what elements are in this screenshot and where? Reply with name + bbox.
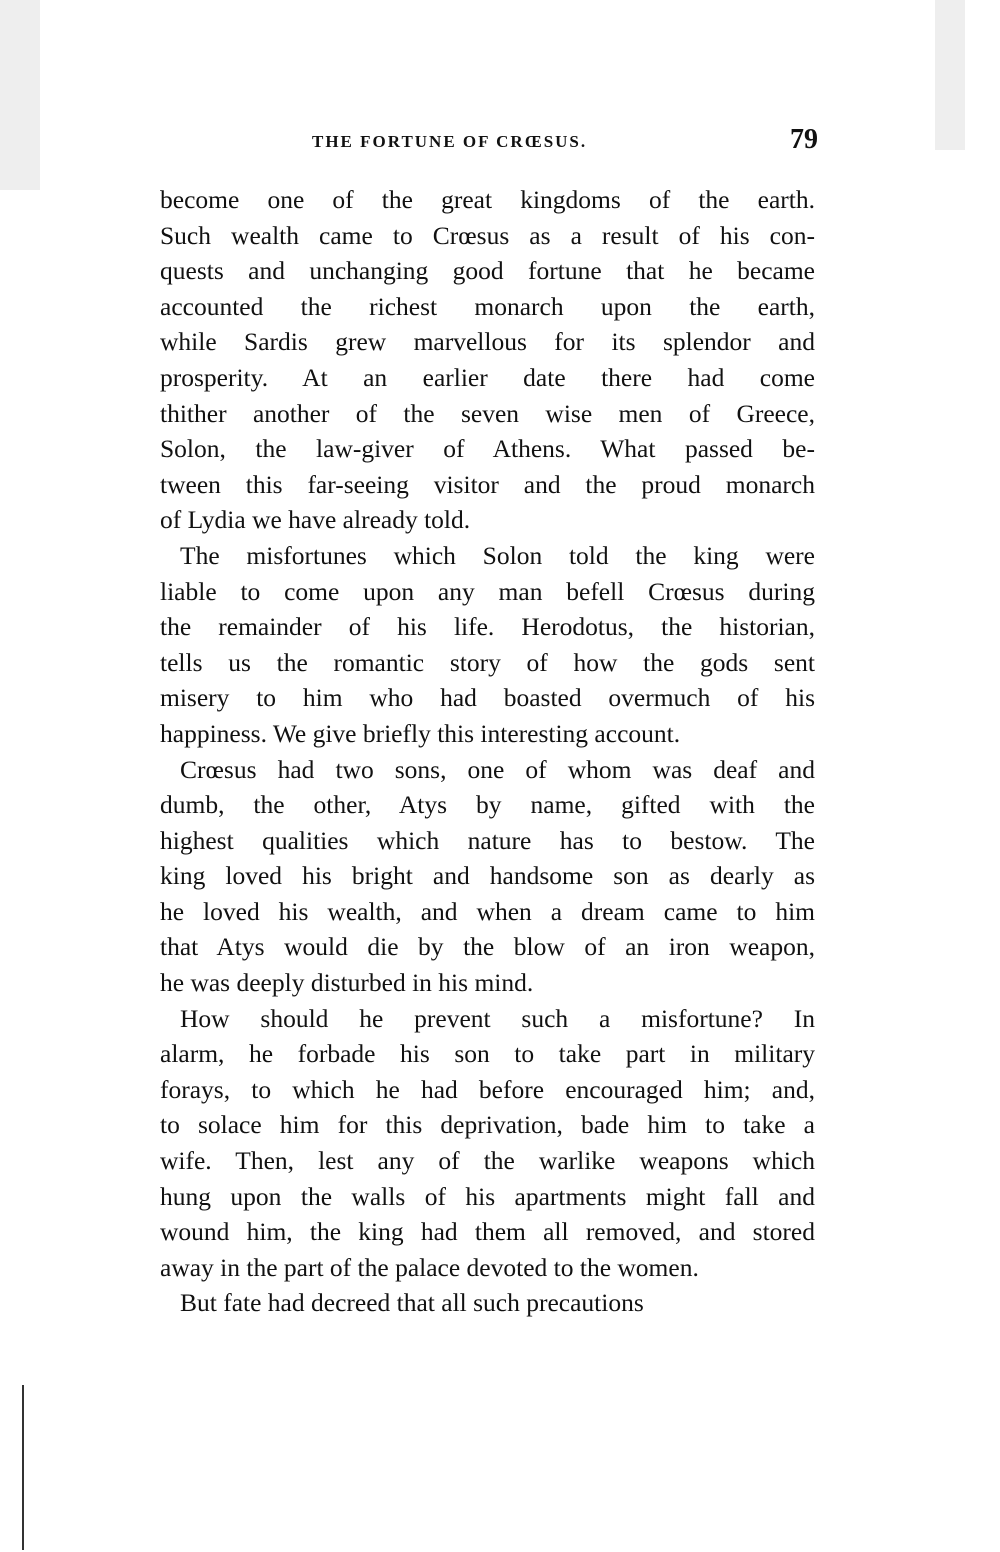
scan-artifact bbox=[0, 0, 40, 190]
text-line: king loved his bright and handsome son as dearly as bbox=[160, 861, 815, 891]
text-line: thither another of the seven wise men of Greece, bbox=[160, 398, 815, 428]
text-line: hung upon the walls of his apartments might fall and bbox=[160, 1181, 815, 1211]
text-line: wife. Then, lest any of the warlike weapons which bbox=[160, 1146, 815, 1176]
text-line: highest qualities which nature has to bestow. The bbox=[160, 825, 815, 855]
text-line: away in the part of the palace devoted to the women. bbox=[160, 1252, 699, 1282]
paragraph bbox=[160, 1285, 815, 1321]
scan-artifact bbox=[935, 0, 965, 150]
text-line: alarm, he forbade his son to take part in military bbox=[160, 1039, 815, 1069]
text-line: Such wealth came to Crœsus as a result of his con- bbox=[160, 220, 815, 250]
text-line: misery to him who had boasted overmuch of his bbox=[160, 683, 815, 713]
paragraph bbox=[160, 1001, 815, 1286]
text-line: become one of the great kingdoms of the earth. bbox=[160, 185, 815, 214]
text-line: But fate had decreed that all such precautions bbox=[180, 1288, 644, 1318]
text-line: accounted the richest monarch upon the earth, bbox=[160, 291, 815, 321]
text-line: happiness. We give briefly this interesting account. bbox=[160, 718, 681, 748]
text-line: that Atys would die by the blow of an iron weapon, bbox=[160, 932, 815, 962]
text-line: he was deeply disturbed in his mind. bbox=[160, 968, 534, 998]
text-line: the remainder of his life. Herodotus, the historian, bbox=[160, 612, 815, 642]
text-line: The misfortunes which Solon told the king were bbox=[180, 540, 815, 570]
text-line: of Lydia we have already told. bbox=[160, 505, 471, 535]
text-line: liable to come upon any man befell Crœsus during bbox=[160, 576, 815, 606]
margin-line bbox=[22, 1385, 24, 1550]
paragraph bbox=[160, 538, 815, 752]
text-line: quests and unchanging good fortune that he became bbox=[160, 256, 815, 286]
text-line: prosperity. At an earlier date there had come bbox=[160, 362, 815, 392]
text-line: while Sardis grew marvellous for its splendor and bbox=[160, 327, 815, 357]
page-number: 79 bbox=[790, 124, 818, 155]
text-line: tells us the romantic story of how the gods sent bbox=[160, 647, 815, 677]
text-line: he loved his wealth, and when a dream came to him bbox=[160, 896, 815, 926]
text-line: tween this far-seeing visitor and the proud monarch bbox=[160, 469, 815, 499]
text-line: How should he prevent such a misfortune? In bbox=[180, 1003, 815, 1033]
paragraph bbox=[160, 182, 815, 538]
paragraph bbox=[160, 752, 815, 1001]
page-body bbox=[160, 182, 815, 1321]
text-line: wound him, the king had them all removed, and stored bbox=[160, 1217, 815, 1247]
text-line: Solon, the law-giver of Athens. What passed be- bbox=[160, 434, 815, 464]
text-line: forays, to which he had before encouraged him; and, bbox=[160, 1074, 815, 1104]
text-line: Crœsus had two sons, one of whom was deaf and bbox=[180, 754, 815, 784]
running-title: THE FORTUNE OF CRŒSUS. bbox=[312, 132, 588, 151]
text-line: to solace him for this deprivation, bade him to take a bbox=[160, 1110, 815, 1140]
page-header bbox=[160, 124, 818, 168]
text-line: dumb, the other, Atys by name, gifted with the bbox=[160, 790, 815, 820]
